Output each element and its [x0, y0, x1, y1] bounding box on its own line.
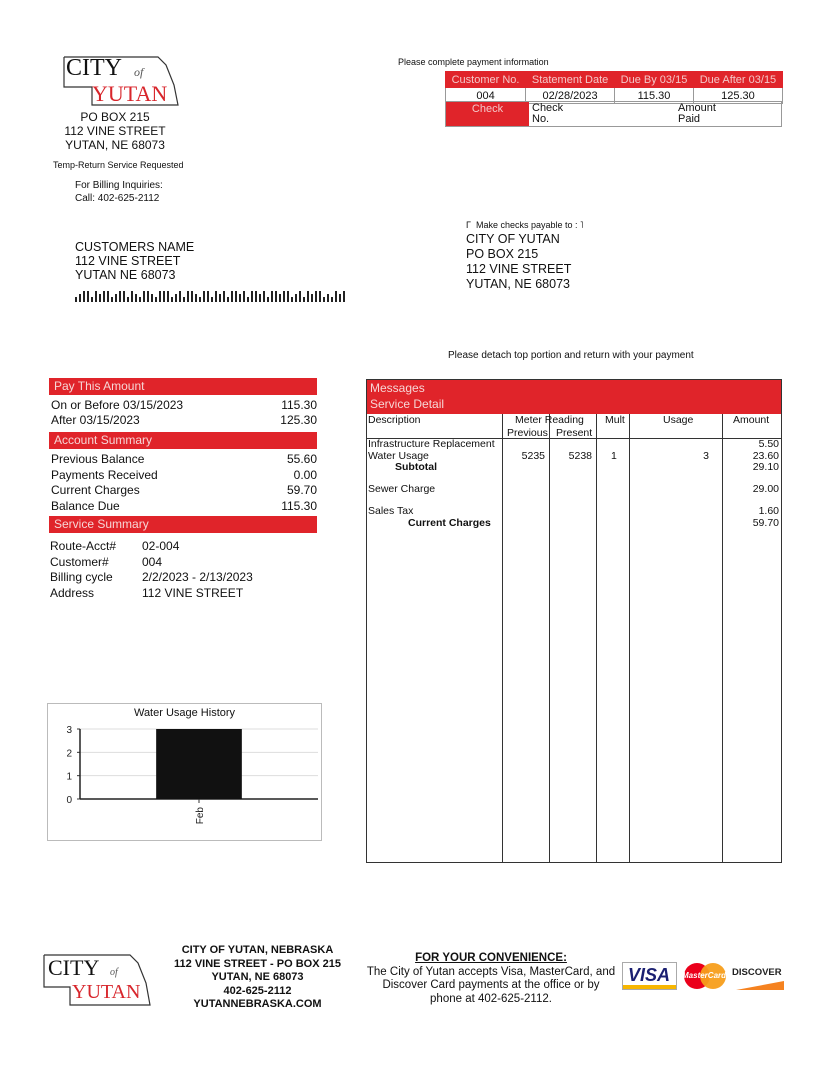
line-desc: Sales Tax	[368, 505, 414, 517]
header-due-by: Due By 03/15	[615, 72, 694, 88]
account-value: 59.70	[286, 483, 317, 497]
footer-city-line: 112 VINE STREET - PO BOX 215	[174, 957, 341, 970]
payable-line: YUTAN, NE 68073	[466, 277, 570, 291]
account-value: 55.60	[286, 452, 317, 466]
footer-city-line: 402-625-2112	[223, 984, 292, 997]
line-amount: 29.10	[752, 461, 779, 473]
footer-logo-yutan-text: YUTAN	[72, 981, 141, 1003]
payable-to-label	[466, 220, 583, 230]
pay-this-amount-header: Pay This Amount	[49, 378, 317, 395]
pay-amount-row	[51, 413, 317, 428]
detail-line	[367, 462, 781, 474]
payable-line: 112 VINE STREET	[466, 262, 572, 276]
detail-line	[367, 506, 781, 518]
payable-line: PO BOX 215	[466, 247, 539, 261]
account-label: Balance Due	[51, 498, 120, 513]
statement-date-value: 02/28/2023	[526, 88, 615, 104]
service-value: 2/2/2023 - 2/13/2023	[142, 570, 253, 584]
bracket-close-icon: ˥	[577, 220, 584, 230]
col-mult: Mult	[605, 414, 625, 426]
service-value: 112 VINE STREET	[142, 585, 244, 600]
service-detail-panel	[366, 379, 782, 863]
logo-yutan-text: YUTAN	[92, 81, 168, 106]
service-row	[50, 570, 317, 586]
col-description: Description	[368, 414, 421, 426]
line-desc: Sewer Charge	[368, 482, 436, 495]
account-row	[51, 468, 317, 484]
footer-city-info	[160, 944, 355, 1012]
header-statement-date: Statement Date	[526, 72, 615, 88]
footer-city-line: CITY OF YUTAN, NEBRASKA	[181, 944, 334, 956]
col-usage: Usage	[663, 414, 694, 426]
account-summary-header: Account Summary	[49, 432, 317, 449]
payable-line: CITY OF YUTAN	[466, 232, 560, 246]
check-no-label: Check	[532, 102, 564, 114]
amount-paid-field[interactable]	[678, 103, 716, 125]
service-value: 02-004	[142, 539, 180, 553]
chart-y-tick-label: 3	[66, 725, 72, 736]
line-amount: 5.50	[758, 438, 779, 450]
footer-logo-of-text: of	[110, 967, 118, 978]
sender-address-line: YUTAN, NE 68073	[65, 138, 165, 152]
billing-inquiries-label: For Billing Inquiries:	[75, 180, 163, 191]
footer-city-line: YUTANNEBRASKA.COM	[193, 998, 322, 1010]
check-no-label2: No.	[532, 113, 550, 125]
service-row	[50, 586, 317, 602]
convenience-section	[366, 952, 616, 1006]
service-label: Customer#	[50, 554, 109, 569]
detail-line	[367, 439, 781, 451]
service-summary-header: Service Summary	[49, 516, 317, 533]
footer-city-line: YUTAN, NE 68073	[211, 971, 304, 983]
chart-plot	[48, 704, 321, 840]
col-meter-reading: Meter Reading	[515, 414, 584, 426]
water-usage-chart	[47, 703, 322, 841]
billing-phone: Call: 402-625-2112	[75, 193, 160, 204]
payable-to-label-text: Make checks payable to :	[475, 220, 578, 230]
line-present: 5238	[568, 449, 592, 462]
mastercard-text: MasterCard	[682, 971, 727, 980]
service-row	[50, 539, 317, 555]
discover-icon	[732, 962, 786, 990]
account-value: 0.00	[293, 467, 317, 482]
chart-bar	[156, 729, 242, 799]
customer-city: YUTAN NE 68073	[75, 268, 176, 282]
pay-amount-row	[51, 398, 317, 413]
sender-address	[40, 110, 190, 152]
convenience-title: FOR YOUR CONVENIENCE:	[415, 952, 567, 964]
service-label: Route-Acct#	[50, 539, 117, 553]
chart-title: Water Usage History	[133, 707, 236, 719]
col-present: Present	[556, 427, 593, 439]
pay-amount-value: 125.30	[280, 413, 317, 427]
account-row	[51, 483, 317, 499]
line-usage: 3	[703, 449, 709, 462]
line-desc: Infrastructure Replacement	[368, 438, 495, 450]
line-amount: 29.00	[752, 482, 779, 495]
line-amount: 59.70	[752, 516, 779, 529]
line-mult: 1	[611, 449, 617, 462]
line-desc: Current Charges	[408, 516, 491, 529]
pay-amount-value: 115.30	[281, 398, 317, 412]
logo-of-text: of	[134, 65, 144, 79]
messages-header	[367, 380, 781, 414]
sender-address-line: 112 VINE STREET	[64, 124, 166, 138]
account-row	[51, 499, 317, 515]
line-desc: Subtotal	[395, 461, 437, 473]
visa-icon	[622, 962, 677, 990]
account-value: 115.30	[281, 498, 317, 513]
check-no-field[interactable]	[532, 103, 563, 125]
postal-barcode	[75, 291, 347, 302]
col-amount: Amount	[733, 414, 770, 426]
amount-paid-label2: Paid	[678, 113, 701, 125]
city-logo	[62, 55, 180, 111]
account-label: Payments Received	[51, 467, 158, 482]
service-value: 004	[142, 554, 163, 569]
amount-paid-label: Amount	[678, 102, 716, 114]
detach-instruction: Please detach top portion and return with your payment	[448, 350, 694, 361]
chart-y-tick-label: 2	[66, 748, 72, 760]
messages-title: Messages	[370, 381, 425, 395]
service-row	[50, 555, 317, 571]
line-amount: 23.60	[752, 449, 779, 462]
detail-columns	[367, 414, 781, 862]
detail-header-row	[367, 414, 781, 439]
left-summary-column	[49, 378, 317, 601]
account-row	[51, 452, 317, 468]
chart-y-tick-label: 0	[66, 795, 72, 806]
check-row	[445, 101, 782, 127]
due-by-value: 115.30	[615, 88, 694, 104]
chart-x-tick-label: Feb	[195, 807, 206, 825]
header-customer-no: Customer No.	[446, 72, 526, 88]
chart-y-tick-label: 1	[66, 771, 72, 783]
check-label: Check	[446, 102, 529, 126]
bracket-open-icon: Γ	[466, 220, 476, 230]
customer-street: 112 VINE STREET	[75, 254, 181, 268]
service-detail-title: Service Detail	[370, 397, 445, 411]
temp-return-text: Temp-Return Service Requested	[53, 160, 184, 170]
customer-name: CUSTOMERS NAME	[75, 240, 195, 254]
service-label: Address	[50, 585, 95, 600]
footer-logo	[42, 953, 152, 1009]
footer-logo-city-text: CITY	[48, 955, 100, 980]
header-due-after: Due After 03/15	[693, 72, 782, 88]
visa-text: VISA	[628, 965, 671, 985]
line-amount: 1.60	[758, 505, 779, 517]
service-label: Billing cycle	[50, 570, 113, 584]
mastercard-icon	[678, 962, 730, 990]
account-label: Previous Balance	[51, 452, 145, 466]
detail-lines	[367, 439, 781, 529]
sender-address-line: PO BOX 215	[80, 110, 150, 124]
pay-amount-label: On or Before 03/15/2023	[51, 398, 184, 412]
detail-line	[367, 518, 781, 530]
customer-address	[75, 240, 194, 282]
discover-text: DISCOVER	[732, 967, 782, 978]
billing-inquiries	[75, 179, 163, 205]
customer-no-value: 004	[446, 88, 526, 104]
due-after-value: 125.30	[693, 88, 782, 104]
convenience-text: The City of Yutan accepts Visa, MasterCard, and Discover Card payments at the office or by phone at 402-625-2112.	[366, 965, 616, 1005]
line-previous: 5235	[521, 449, 545, 462]
payment-info-title: Please complete payment information	[398, 57, 549, 67]
payable-to	[466, 220, 583, 292]
account-label: Current Charges	[51, 483, 140, 497]
pay-amount-label: After 03/15/2023	[51, 413, 140, 427]
line-desc: Water Usage	[368, 449, 429, 462]
detail-line	[367, 484, 781, 496]
card-logos	[622, 960, 787, 996]
col-previous: Previous	[507, 427, 548, 439]
logo-city-text: CITY	[66, 55, 122, 81]
payment-info-table	[445, 71, 783, 104]
